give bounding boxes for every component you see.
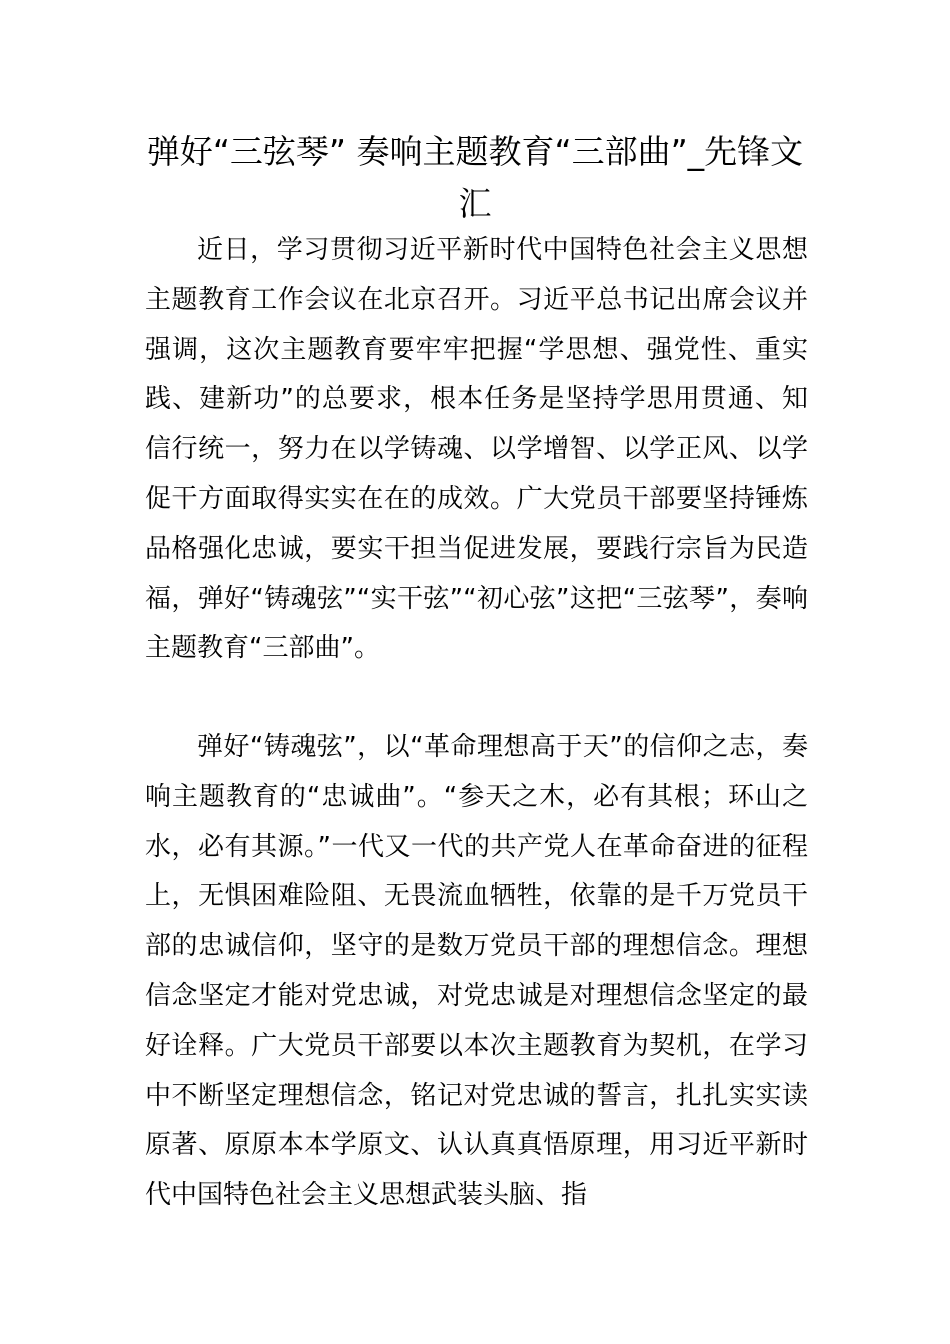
document-title: 弹好“三弦琴” 奏响主题教育“三部曲”_先锋文汇 bbox=[146, 132, 804, 223]
paragraph-zhuhun: 弹好“铸魂弦”，以“革命理想高于天”的信仰之志，奏响主题教育的“忠诚曲”。“参天之木，必有其根；环山之水，必有其源。”一代又一代的共产党人在革命奋进的征程上，无惧困难险阻、无畏流血牺牲，依靠的是千万党员干部的忠诚信仰，坚守的是数万党员干部的理想信念。理想信念坚定才能对党忠诚，对党忠诚是对理想信念坚定的最好诠释。广大党员干部要以本次主题教育为契机，在学习中不断坚定理想信念，铭记对党忠诚的誓言，扎扎实实读原著、原原本本学原文、认认真真悟原理，用习近平新时代中国特色社会主义思想武装头脑、指 bbox=[145, 732, 808, 1211]
paragraph-intro: 近日，学习贯彻习近平新时代中国特色社会主义思想主题教育工作会议在北京召开。习近平总书记出席会议并强调，这次主题教育要牢牢把握“学思想、强党性、重实践、建新功”的总要求，根本任务是坚持学思用贯通、知信行统一，努力在以学铸魂、以学增智、以学正风、以学促干方面取得实实在在的成效。广大党员干部要坚持锤炼品格强化忠诚，要实干担当促进发展，要践行宗旨为民造福，弹好“铸魂弦”“实干弦”“初心弦”这把“三弦琴”，奏响主题教育“三部曲”。 bbox=[145, 235, 808, 664]
